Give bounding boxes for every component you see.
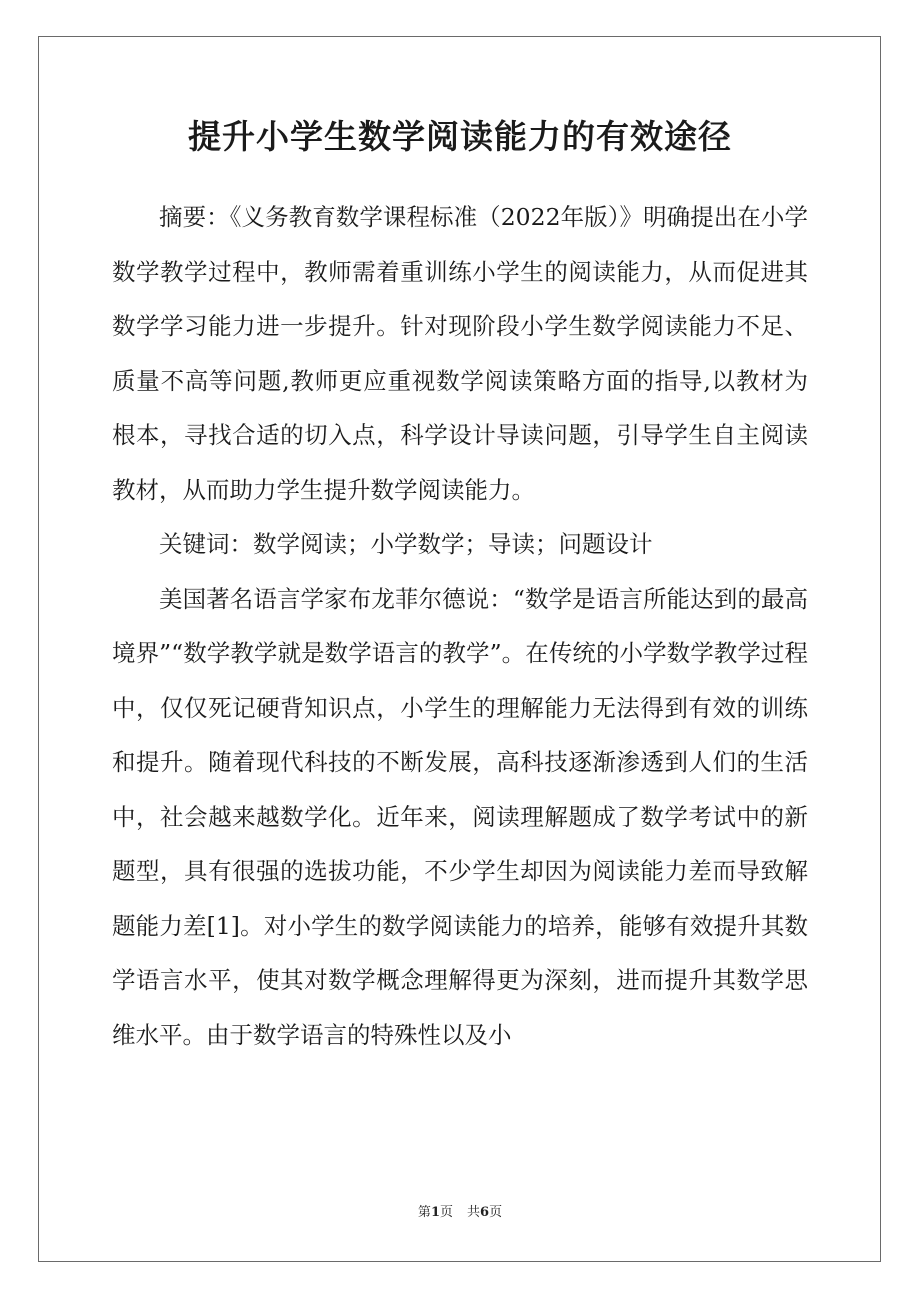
page-footer bbox=[0, 1204, 920, 1222]
total-pages-number: 6 bbox=[480, 1205, 490, 1220]
document-body bbox=[112, 190, 808, 1062]
page-label-prefix: 第 bbox=[417, 1205, 431, 1220]
document-title: 提升小学生数学阅读能力的有效途径 bbox=[188, 117, 732, 156]
page-label-unit: 页 bbox=[439, 1205, 453, 1220]
total-label-prefix: 共 bbox=[467, 1205, 481, 1220]
abstract-paragraph: 摘要：《义务教育数学课程标准（2022年版）》明确提出在小学数学教学过程中，教师需着重训练小学生的阅读能力，从而促进其数学学习能力进一步提升。针对现阶段小学生数学阅读能力不足、质量不高等问题,教师更应重视数学阅读策略方面的指导,以教材为根本，寻找合适的切入点，科学设计导读问题，引导学生自主阅读教材，从而助力学生提升数学阅读能力。 bbox=[112, 203, 808, 504]
body-paragraph: 美国著名语言学家布龙菲尔德说：“数学是语言所能达到的最高境界”“数学教学就是数学语言的教学”。在传统的小学数学教学过程中，仅仅死记硬背知识点，小学生的理解能力无法得到有效的训练和提升。随着现代科技的不断发展，高科技逐渐渗透到人们的生活中，社会越来越数学化。近年来，阅读理解题成了数学考试中的新题型，具有很强的选拔功能，不少学生却因为阅读能力差而导致解题能力差[1]。对小学生的数学阅读能力的培养，能够有效提升其数学语言水平，使其对数学概念理解得更为深刻，进而提升其数学思维水平。由于数学语言的特殊性以及小 bbox=[112, 584, 808, 1049]
keywords-line: 关键词：数学阅读；小学数学；导读；问题设计 bbox=[159, 530, 653, 558]
total-label-unit: 页 bbox=[489, 1205, 503, 1220]
current-page-number: 1 bbox=[430, 1205, 440, 1220]
